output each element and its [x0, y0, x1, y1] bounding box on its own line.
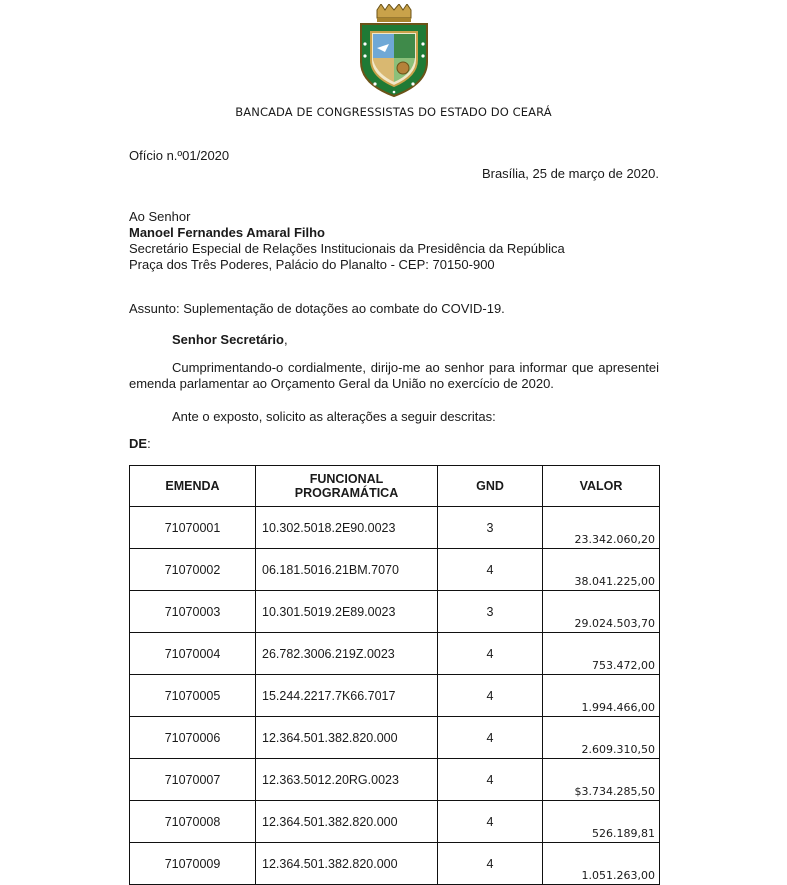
recipient-salutation: Ao Senhor	[129, 209, 191, 224]
cell-gnd: 4	[438, 633, 543, 675]
header-funcional-line1: FUNCIONAL	[309, 472, 384, 486]
cell-funcional	[256, 591, 438, 633]
cell-emenda: 71070008	[130, 801, 256, 843]
cell-emenda: 71070009	[130, 843, 256, 885]
greeting-punct: ,	[284, 332, 288, 347]
cell-gnd: 4	[438, 843, 543, 885]
subject-line: Assunto: Suplementação de dotações ao combate do COVID-19.	[129, 301, 505, 316]
cell-funcional-text: 10.302.5018.2E90.0023	[262, 520, 396, 535]
recipient-block	[129, 209, 565, 273]
cell-funcional	[256, 759, 438, 801]
cell-valor: 753.472,00	[543, 633, 660, 675]
table-row	[130, 633, 660, 675]
cell-funcional-text: 26.782.3006.219Z.0023	[262, 646, 395, 661]
cell-valor: 2.609.310,50	[543, 717, 660, 759]
cell-gnd: 4	[438, 801, 543, 843]
cell-valor: 1.994.466,00	[543, 675, 660, 717]
recipient-title: Secretário Especial de Relações Institucionais da Presidência da República	[129, 241, 565, 256]
cell-emenda: 71070006	[130, 717, 256, 759]
cell-funcional	[256, 675, 438, 717]
cell-funcional-text: 15.244.2217.7K66.7017	[262, 688, 396, 703]
cell-gnd: 4	[438, 717, 543, 759]
cell-funcional-text: 10.301.5019.2E89.0023	[262, 604, 396, 619]
cell-funcional	[256, 507, 438, 549]
table-row	[130, 801, 660, 843]
cell-emenda: 71070002	[130, 549, 256, 591]
cell-emenda: 71070001	[130, 507, 256, 549]
cell-valor: 526.189,81	[543, 801, 660, 843]
header-valor: VALOR	[543, 466, 660, 507]
header-emenda: EMENDA	[130, 466, 256, 507]
cell-funcional-text: 12.363.5012.20RG.0023	[262, 772, 399, 787]
cell-funcional	[256, 717, 438, 759]
cell-funcional	[256, 549, 438, 591]
cell-valor: 23.342.060,20	[543, 507, 660, 549]
cell-funcional	[256, 843, 438, 885]
cell-gnd: 3	[438, 507, 543, 549]
table-body	[130, 507, 660, 885]
greeting	[172, 332, 288, 348]
ceara-coat-of-arms-icon	[355, 4, 433, 98]
de-text: DE	[129, 436, 148, 451]
table-row	[130, 591, 660, 633]
header-funcional-line2: PROGRAMÁTICA	[294, 486, 399, 500]
ante-line: Ante o exposto, solicito as alterações a seguir descritas:	[172, 409, 496, 424]
header-gnd: GND	[438, 466, 543, 507]
cell-gnd: 3	[438, 591, 543, 633]
cell-funcional-text: 06.181.5016.21BM.7070	[262, 562, 399, 577]
recipient-name: Manoel Fernandes Amaral Filho	[129, 225, 326, 240]
letter-date: Brasília, 25 de março de 2020.	[481, 166, 659, 181]
cell-emenda: 71070007	[130, 759, 256, 801]
amendments-table	[129, 465, 660, 885]
cell-funcional	[256, 801, 438, 843]
cell-valor: $3.734.285,50	[543, 759, 660, 801]
organization-header: BANCADA DE CONGRESSISTAS DO ESTADO DO CEARÁ	[235, 105, 552, 119]
cell-valor: 1.051.263,00	[543, 843, 660, 885]
cell-gnd: 4	[438, 675, 543, 717]
table-header-row	[130, 466, 660, 507]
de-punct: :	[147, 436, 151, 451]
body-paragraph: Cumprimentando-o cordialmente, dirijo-me ao senhor para informar que apresentei emenda parlamentar ao Orçamento Geral da União no exercício de 2020.	[129, 360, 659, 391]
table-row	[130, 717, 660, 759]
header-funcional	[256, 466, 438, 507]
de-label	[129, 436, 151, 452]
cell-funcional-text: 12.364.501.382.820.000	[262, 730, 398, 745]
cell-funcional-text: 12.364.501.382.820.000	[262, 814, 398, 829]
recipient-address: Praça dos Três Poderes, Palácio do Planalto - CEP: 70150-900	[129, 257, 495, 272]
greeting-text: Senhor Secretário	[172, 332, 284, 347]
table-row	[130, 507, 660, 549]
oficio-number: Ofício n.º01/2020	[129, 148, 230, 163]
cell-gnd: 4	[438, 549, 543, 591]
table-row	[130, 843, 660, 885]
table-row	[130, 549, 660, 591]
cell-emenda: 71070004	[130, 633, 256, 675]
cell-emenda: 71070005	[130, 675, 256, 717]
cell-valor: 38.041.225,00	[543, 549, 660, 591]
cell-emenda: 71070003	[130, 591, 256, 633]
cell-funcional	[256, 633, 438, 675]
cell-valor: 29.024.503,70	[543, 591, 660, 633]
cell-funcional-text: 12.364.501.382.820.000	[262, 856, 398, 871]
cell-gnd: 4	[438, 759, 543, 801]
table-row	[130, 675, 660, 717]
table-row	[130, 759, 660, 801]
